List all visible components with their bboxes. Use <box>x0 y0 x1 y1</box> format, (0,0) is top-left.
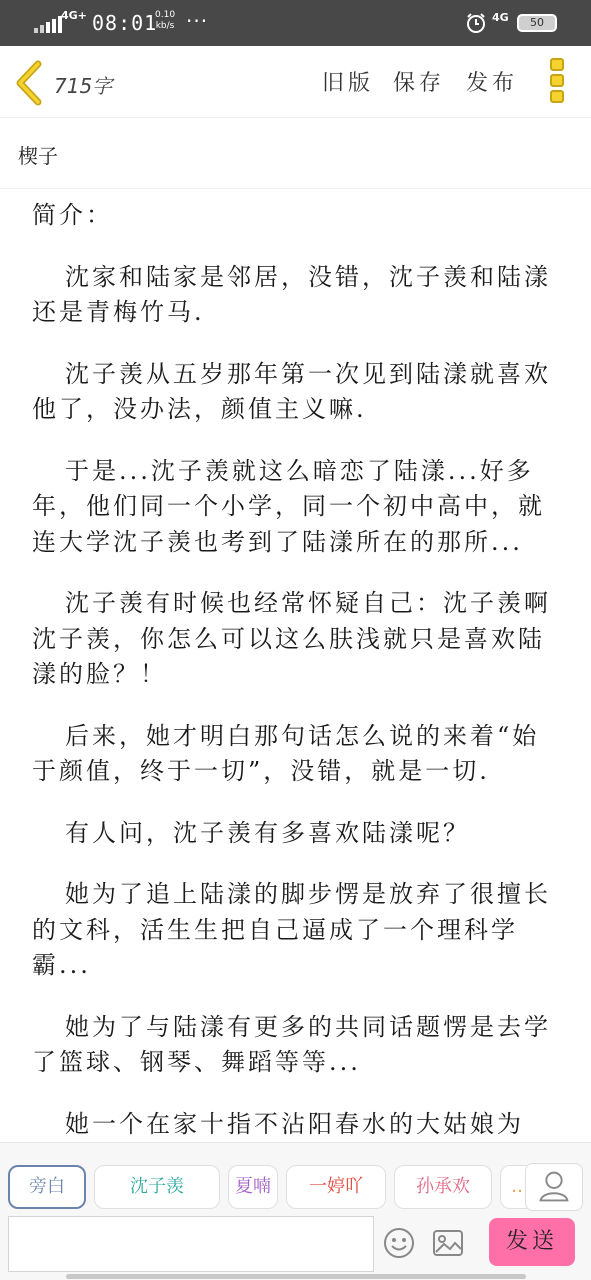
story-paragraph: 她一个在家十指不沾阳春水的大姑娘为 <box>65 1109 524 1138</box>
role-chip-label: 一婷吖 <box>309 1176 363 1197</box>
role-chip-label: 旁白 <box>29 1176 65 1197</box>
story-paragraph: 沈子羡有时候也经常怀疑自己：沈子羡啊沈子羡，你怎么可以这么肤浅就只是喜欢陆漾的脸？！ <box>32 589 551 688</box>
title-divider <box>0 188 591 189</box>
role-chip-yi-tingya[interactable] <box>286 1165 386 1209</box>
signal-icon <box>34 15 64 33</box>
network-speed-value: 0.10 <box>155 10 176 20</box>
story-paragraph: 沈家和陆家是邻居，没错，沈子羡和陆漾还是青梅竹马. <box>32 262 551 326</box>
story-paragraph: 她为了与陆漾有更多的共同话题愣是去学了篮球、钢琴、舞蹈等等... <box>32 1012 551 1076</box>
role-chip-label: … <box>511 1176 529 1197</box>
story-paragraph: 沈子羡从五岁那年第一次见到陆漾就喜欢他了，没办法，颜值主义嘛. <box>32 359 551 423</box>
smile-icon[interactable] <box>383 1227 415 1259</box>
role-chip-label: 沈子羡 <box>130 1176 184 1197</box>
story-paragraph: 于是...沈子羡就这么暗恋了陆漾...好多年，他们同一个小学，同一个初中高中，就连大学沈子羡也考到了陆漾所在的那所... <box>32 456 545 556</box>
battery-icon: 50 <box>517 14 557 32</box>
clock-time: 08:01 <box>92 11 158 35</box>
story-paragraph: 后来，她才明白那句话怎么说的来着“始于颜值，终于一切”，没错，就是一切. <box>32 721 540 785</box>
chapter-title[interactable]: 楔子 <box>18 144 58 168</box>
old-version-button[interactable]: 旧版 <box>322 71 375 96</box>
more-notifications-icon: ··· <box>186 9 209 33</box>
message-input[interactable] <box>8 1216 374 1272</box>
user-icon[interactable] <box>525 1163 583 1211</box>
alarm-icon <box>465 12 487 34</box>
network-type-left: 4G+ <box>61 9 87 22</box>
role-chip-label: 夏喃 <box>235 1176 271 1197</box>
story-paragraph: 有人问，沈子羡有多喜欢陆漾呢？ <box>65 818 470 847</box>
intro-label: 简介： <box>32 201 113 229</box>
horizontal-scrollbar[interactable] <box>66 1274 526 1279</box>
more-menu-icon[interactable] <box>548 58 566 106</box>
network-type-right: 4G <box>492 11 509 24</box>
role-chip-shen-zixian[interactable] <box>94 1165 220 1209</box>
send-button[interactable]: 发送 <box>489 1218 575 1266</box>
role-chip-sun-chenghuan[interactable] <box>394 1165 492 1209</box>
word-count: 715字 <box>54 74 113 98</box>
status-bar <box>0 0 591 46</box>
image-icon[interactable] <box>432 1229 464 1257</box>
network-speed-unit: kb/s <box>155 21 175 31</box>
story-paragraph: 她为了追上陆漾的脚步愣是放弃了很擅长的文科，活生生把自己逼成了一个理科学霸... <box>32 880 551 979</box>
role-chip-narrator[interactable] <box>8 1165 86 1209</box>
role-composer-bar <box>0 1142 591 1280</box>
save-button[interactable]: 保存 <box>393 71 446 96</box>
back-icon[interactable] <box>12 60 48 106</box>
story-content[interactable] <box>32 198 562 1140</box>
network-speed <box>155 10 175 32</box>
role-chip-label: 孙承欢 <box>416 1176 470 1197</box>
editor-header <box>0 46 591 118</box>
role-chip-xia-nan[interactable] <box>228 1165 278 1209</box>
publish-button[interactable]: 发布 <box>466 71 519 96</box>
